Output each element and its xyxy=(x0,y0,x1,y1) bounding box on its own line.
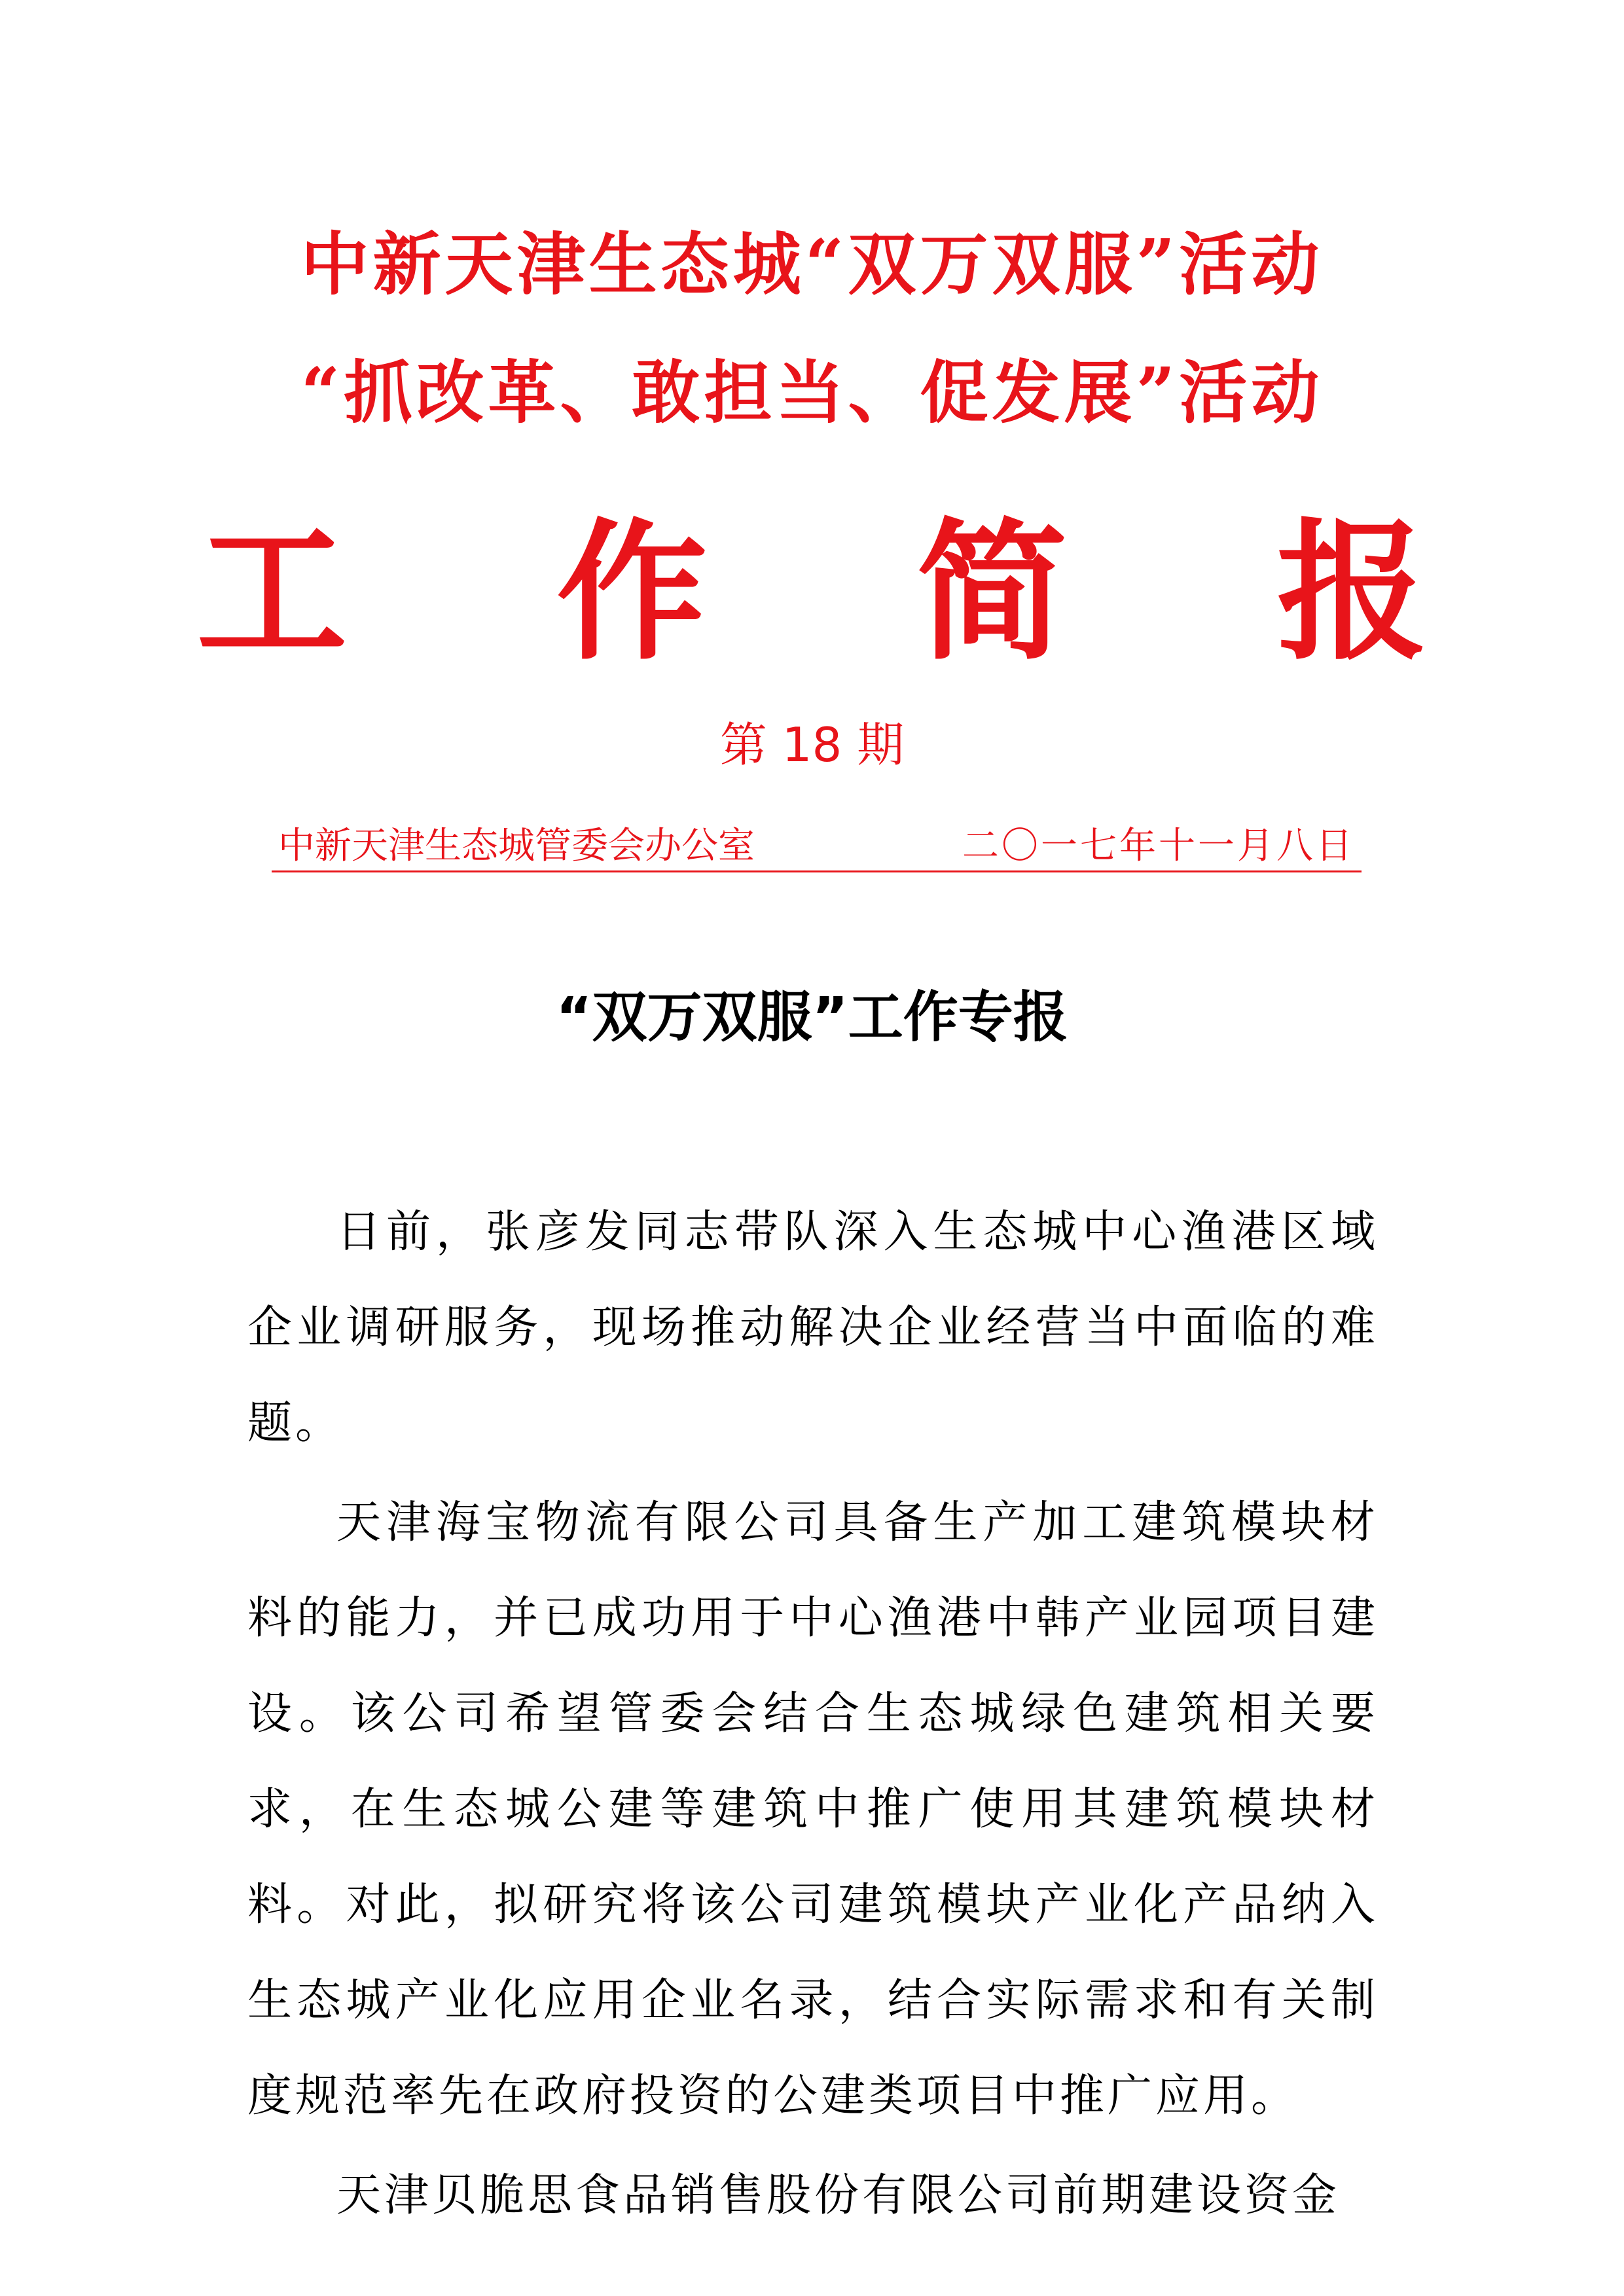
paragraph: 日前，张彦发同志带队深入生态城中心渔港区域企业调研服务，现场推动解决企业经营当中面临的难题。 xyxy=(247,1206,1379,1449)
header-line-1: 中新天津生态城“双万双服”活动 xyxy=(300,224,1324,304)
report-body xyxy=(247,1185,1379,2248)
issuing-office: 中新天津生态城管委会办公室 xyxy=(278,825,755,867)
issue-date: 二〇一七年十一月八日 xyxy=(962,825,1355,867)
masthead-meta-row xyxy=(272,822,1362,872)
header-line-2: “抓改革、敢担当、促发展”活动 xyxy=(300,352,1324,433)
paragraph: 天津贝脆思食品销售股份有限公司前期建设资金 xyxy=(336,2170,1341,2221)
issue-number: 第 18 期 xyxy=(719,717,905,772)
brief-title: 工 作 简 报 xyxy=(196,504,1506,681)
paragraph: 天津海宝物流有限公司具备生产加工建筑模块材料的能力，并已成功用于中心渔港中韩产业园项目建设。该公司希望管委会结合生态城绿色建筑相关要求，在生态城公建等建筑中推广使用其建筑模块材料。对此，拟研究将该公司建筑模块产业化产品纳入生态城产业化应用企业名录，结合实际需求和有关制度规范率先在政府投资的公建类项目中推广应用。 xyxy=(247,1497,1379,2122)
report-title: “双万双服”工作专报 xyxy=(556,985,1068,1049)
